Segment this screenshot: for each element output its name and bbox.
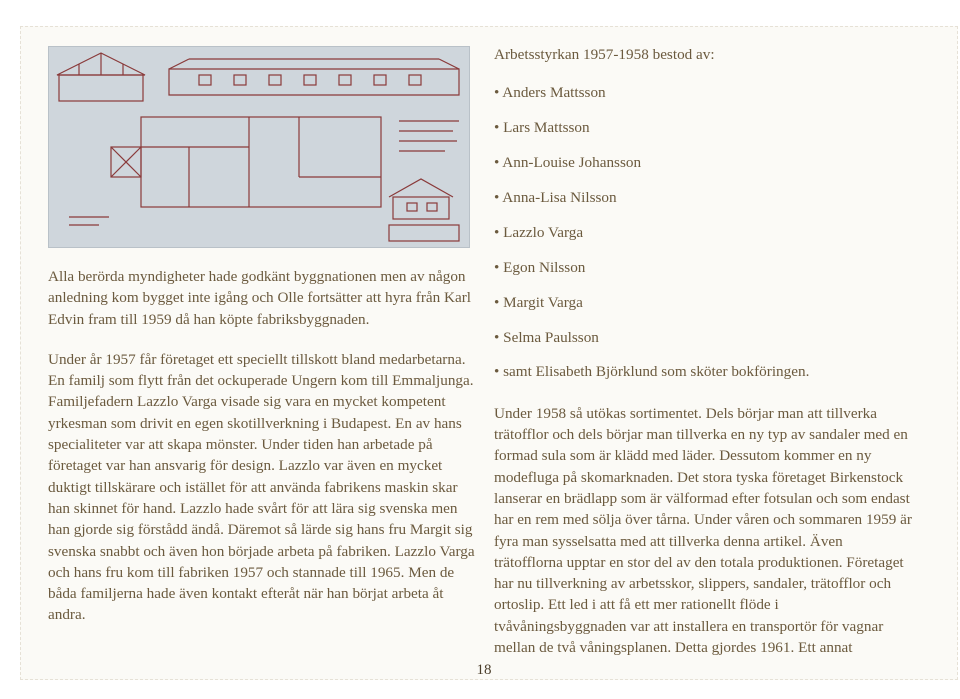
list-item: • Anna-Lisa Nilsson: [494, 187, 914, 208]
list-item: • Egon Nilsson: [494, 257, 914, 278]
blueprint-photo: [48, 46, 470, 248]
left-paragraph-1: Alla berörda myndigheter hade godkänt byggnationen men av någon anledning kom bygget inte igång och Olle fortsätter att hyra från Karl Edvin fram till 1959 då han köpte fabriksbyggnaden.: [48, 268, 472, 328]
left-column: [48, 266, 476, 645]
workforce-intro: Arbetsstyrkan 1957-1958 bestod av:: [494, 46, 715, 63]
list-item: • Selma Paulsson: [494, 327, 914, 348]
right-column: [494, 44, 914, 658]
list-item: • samt Elisabeth Björklund som sköter bokföringen.: [494, 361, 914, 382]
left-paragraph-2: Under år 1957 får företaget ett speciellt tillskott bland medarbetarna. En familj som flytt från det ockuperade Ungern kom till Emmaljunga. Familjefadern Lazzlo Varga visade sig vara en mycket kompetent yrkesman som drivit en egen skotillverkning i Budapest. En av hans specialiteter var att skapa mönster. Under tiden han arbetade på företaget var han ansvarig för design. Lazzlo var även en mycket duktigt tillskärare och istället för att använda fabrikens maskin skar han skinnet för hand. Lazzlo hade svårt för att lära sig svenska men han gjorde sig förstådd ändå. Däremot så lärde sig hans fru Margit sig svenska snabbt och även hon började arbeta på fabriken. Lazzlo Varga och hans fru kom till fabriken 1957 och stannade till 1965. Men de båda familjerna hade även kontakt efteråt när han börjat arbeta åt andra.: [48, 350, 475, 624]
list-item: • Anders Mattsson: [494, 82, 914, 103]
list-item: • Margit Varga: [494, 292, 914, 313]
blueprint-drawing: [49, 47, 469, 247]
workforce-list: [494, 82, 914, 382]
list-item: • Lazzlo Varga: [494, 222, 914, 243]
list-item: • Ann-Louise Johansson: [494, 152, 914, 173]
page-number: 18: [476, 662, 492, 678]
list-item: • Lars Mattsson: [494, 117, 914, 138]
right-paragraph: Under 1958 så utökas sortimentet. Dels börjar man att tillverka trätofflor och dels börjar man tillverka en ny typ av sandaler med en formad sula som är klädd med läder. Dessutom kommer en ny modefluga på skomarknaden. Det stora tyska företaget Birkenstock lanserar en brädlapp som är välformad efter fotsulan och som endast har en rem med sölja över tårna. Under våren och sommaren 1959 är fyra man sysselsatta med att tillverka denna artikel. Även trätofflorna upptar en stor del av den totala produktionen. Företaget har nu tillverkning av arbetsskor, slippers, sandaler, trätofflor och ortoslip. Ett led i att få ett mer rationellt flöde i tvåvåningsbyggnaden var att installera en transportör för vagnar mellan de två våningsplanen. Detta gjordes 1961. Ett annat: [494, 404, 912, 656]
